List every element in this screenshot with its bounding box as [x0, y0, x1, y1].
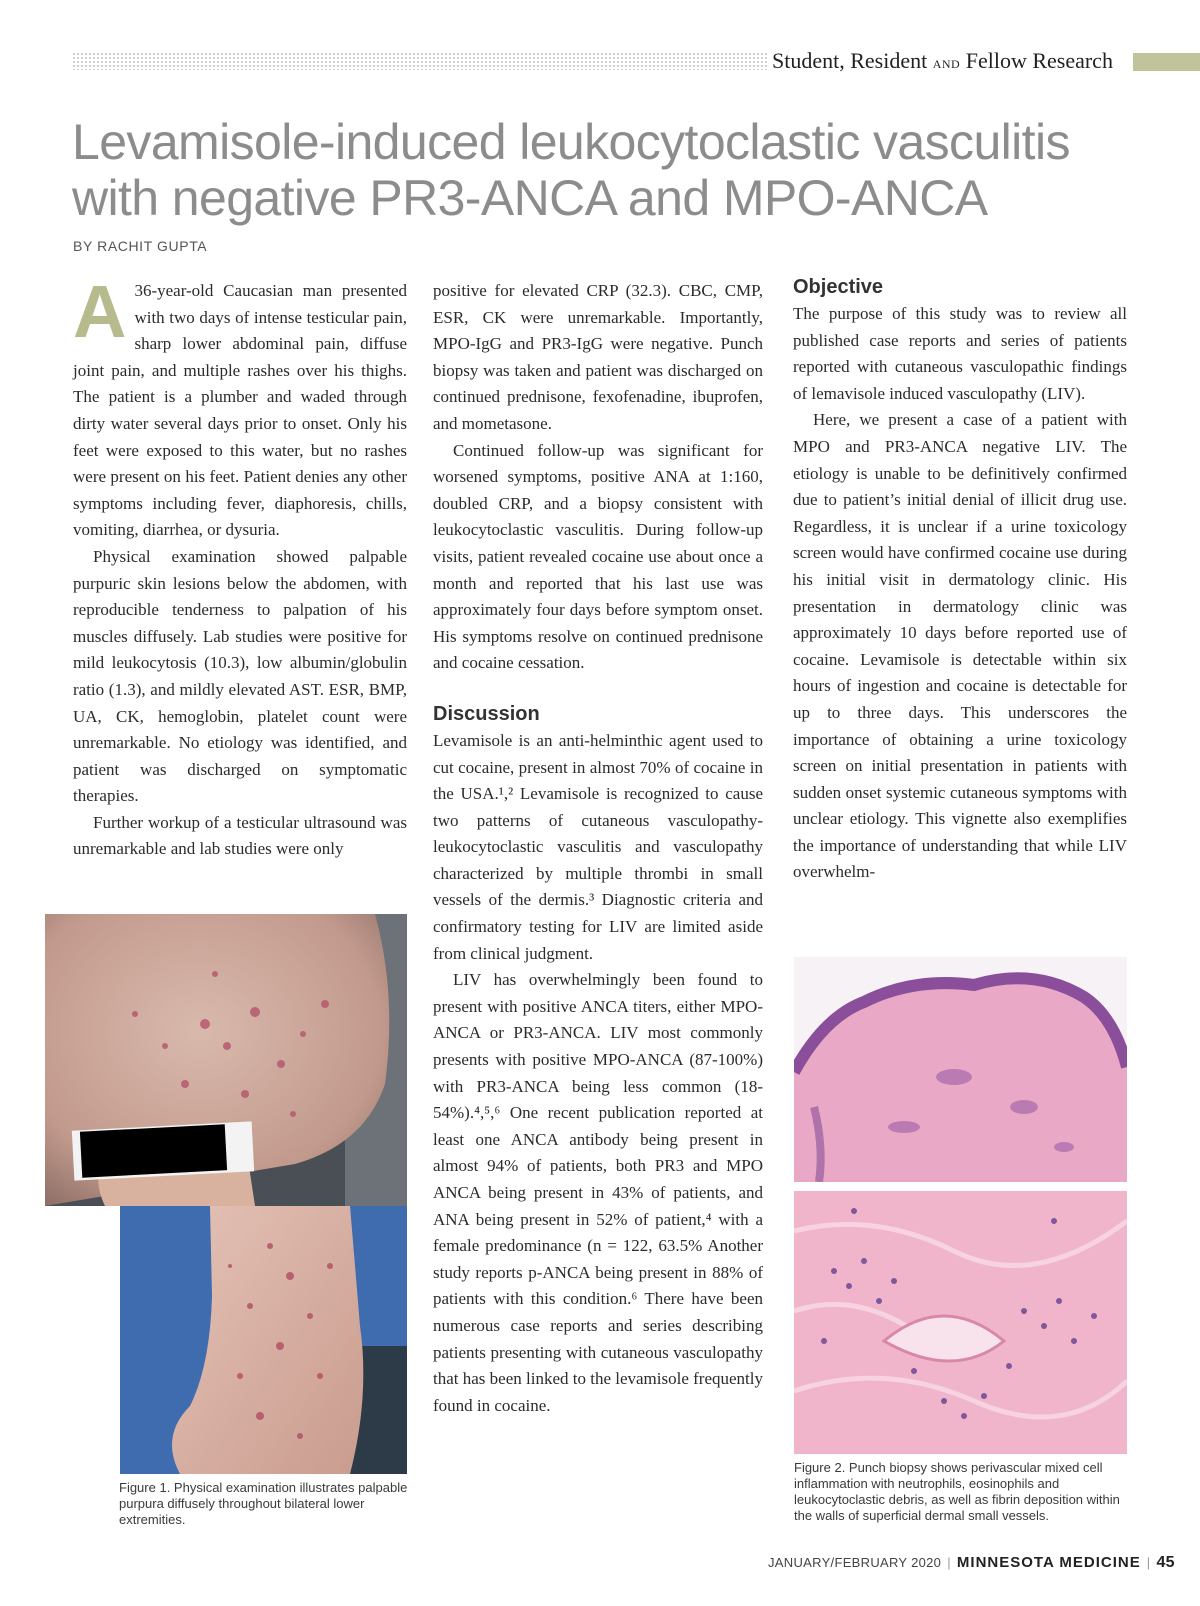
page-number: 45 — [1156, 1554, 1175, 1571]
publication-name: MINNESOTA MEDICINE — [956, 1554, 1141, 1571]
histology-low-power — [794, 957, 1127, 1182]
paragraph: Further workup of a testicular ultrasound was unremarkable and lab studies were only — [73, 812, 407, 859]
leg-photo-thigh — [45, 914, 407, 1206]
paragraph-text: 36-year-old Caucasian man presented with two days of intense testicular pain, sharp lower abdominal pain, diffuse joint pain, and multiple rashes over his thighs. The patient is a plumber and waded through dirty water several days prior to onset. Only his feet were exposed to this water, but no rashes were present on his feet. Patient denies any other symptoms including fever, diaphoresis, chills, vomiting, diarrhea, or dysuria. — [73, 281, 407, 540]
article-title: Levamisole-induced leukocytoclastic vasculitis with negative PR3-ANCA and MPO-ANCA — [72, 114, 1070, 226]
column-1 — [73, 270, 407, 863]
section-label — [772, 46, 1132, 76]
header-dotted-rule — [72, 52, 767, 70]
figure-1-caption: Figure 1. Physical examination illustrates palpable purpura diffusely throughout bilateral lower extremities. — [119, 1480, 408, 1527]
byline: BY RACHIT GUPTA — [73, 238, 208, 254]
footer-divider: | — [947, 1555, 951, 1570]
header-accent-bar — [1133, 53, 1200, 71]
drop-cap: A — [73, 270, 127, 353]
paragraph: Continued follow-up was significant for worsened symptoms, positive ANA at 1:160, doubled CRP, and a biopsy consistent with leukocytoclastic vasculitis. During follow-up visits, patient revealed cocaine use about once a month and reported that his last use was approximately four days before symptom onset. His symptoms resolve on continued prednisone and cocaine cessation. — [433, 440, 763, 673]
section-label-and: AND — [932, 57, 961, 71]
page-footer — [768, 1554, 1175, 1572]
paragraph — [73, 270, 407, 544]
paragraph: positive for elevated CRP (32.3). CBC, CMP, ESR, CK were unremarkable. Importantly, MPO-IgG and PR3-IgG were negative. Punch biopsy was taken and patient was discharged on continued prednisone, fexofenadine, ibuprofen, and mometasone. — [433, 281, 763, 433]
paragraph: Levamisole is an anti-helminthic agent used to cut cocaine, present in almost 70% of cocaine in the USA.¹,² Levamisole is recognized to cause two patterns of cutaneous vasculopathy-leukocytoclastic vasculitis and vasculopathy characterized by multiple thrombi in small vessels of the dermis.³ Diagnostic criteria and confirmatory testing for LIV are limited aside from clinical judgment. — [433, 730, 763, 963]
paragraph: LIV has overwhelmingly been found to present with positive ANCA titers, either MPO-ANCA or PR3-ANCA. LIV most commonly presents with positive MPO-ANCA (87-100%) with PR3-ANCA being less common (18-54%).⁴,⁵,⁶ One recent publication reported at least one ANCA antibody being present in almost 94% of patients, both PR3 and MPO ANCA being present in 43% of patients, and ANA being present in 52% of patient,⁴ with a female predominance (n = 122, 63.5% Another study reports p-ANCA being present in 88% of patients with this condition.⁶ There have been numerous case reports and series describing patients presenting with cutaneous vasculopathy that has been linked to the levamisole frequently found in cocaine. — [433, 970, 763, 1415]
footer-divider: | — [1146, 1555, 1151, 1570]
section-label-part2: Fellow Research — [960, 48, 1113, 73]
column-2 — [433, 278, 763, 1419]
histology-high-power — [794, 1191, 1127, 1454]
paragraph: Here, we present a case of a patient with MPO and PR3-ANCA negative LIV. The etiology is unable to be definitively confirmed due to patient’s initial denial of illicit drug use. Regardless, it is unclear if a urine toxicology screen would have confirmed cocaine use during his initial visit in dermatology clinic. His presentation in dermatology clinic was approximately 10 days before reported use of cocaine. Levamisole is detectable within six hours of ingestion and cocaine is detectable for up to three days. This underscores the importance of obtaining a urine toxicology screen on initial presentation in patients with sudden onset systemic cutaneous symptoms with unclear etiology. This vignette also exemplifies the importance of understanding that while LIV overwhelm- — [793, 410, 1127, 882]
column-3 — [793, 274, 1127, 886]
section-label-part1: Student, Resident — [772, 48, 933, 73]
figure-2-caption: Figure 2. Punch biopsy shows perivascular mixed cell inflammation with neutrophils, eosinophils and leukocytoclastic debris, as well as fibrin deposition within the walls of superficial dermal small vessels. — [794, 1460, 1120, 1523]
paragraph: The purpose of this study was to review all published case reports and series of patients reported with cutaneous vasculopathic findings of lemavisole induced vasculopathy (LIV). — [793, 304, 1127, 403]
issue-date: JANUARY/FEBRUARY 2020 — [768, 1555, 942, 1570]
objective-heading: Objective — [793, 276, 884, 298]
paragraph: Physical examination showed palpable purpuric skin lesions below the abdomen, with reproducible tenderness to palpation of his muscles diffusely. Lab studies were positive for mild leukocytosis (10.3), low albumin/globulin ratio (1.3), and mildly elevated AST. ESR, BMP, UA, CK, hemoglobin, platelet count were unremarkable. No etiology was identified, and patient was discharged on symptomatic therapies. — [73, 546, 407, 806]
leg-photo-ankle — [120, 1206, 407, 1474]
discussion-heading: Discussion — [433, 702, 540, 725]
